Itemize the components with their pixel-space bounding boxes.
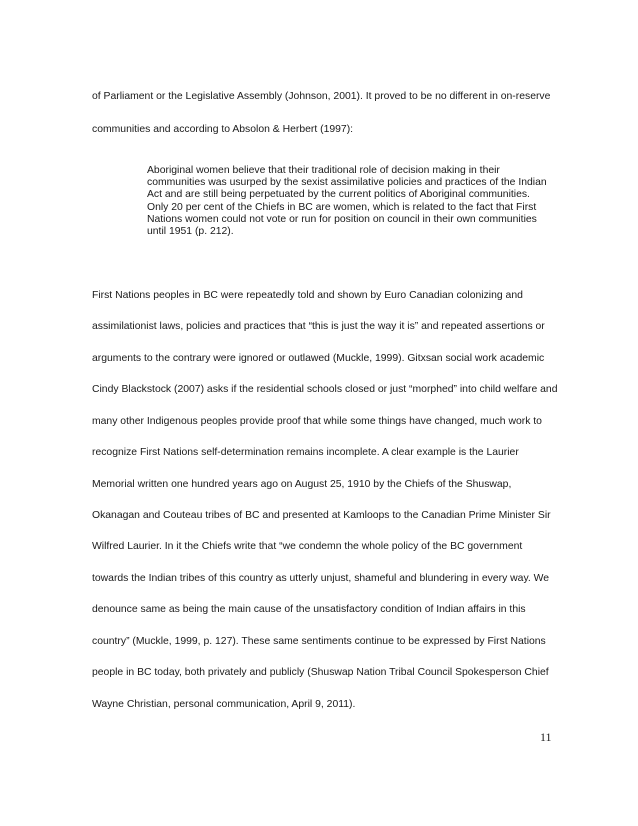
intro-line-1: of Parliament or the Legislative Assembly (Johnson, 2001). It proved to be no different in on-reserve [92, 91, 551, 102]
intro-line-2: communities and according to Absolon & Herbert (1997): [92, 124, 354, 135]
body-line-13: people in BC today, both privately and publicly (Shuswap Nation Tribal Council Spokesperson Chief [92, 667, 549, 678]
quote-line-3: Act and are still being perpetuated by the current politics of Aboriginal communities. [147, 189, 530, 201]
body-line-5: many other Indigenous peoples provide proof that while some things have changed, much work to [92, 416, 542, 427]
block-quote [147, 165, 547, 238]
body-line-14: Wayne Christian, personal communication, April 9, 2011). [92, 699, 356, 710]
body-line-11: denounce same as being the main cause of the unsatisfactory condition of Indian affairs in this [92, 604, 526, 615]
body-line-1: First Nations peoples in BC were repeatedly told and shown by Euro Canadian colonizing and [92, 290, 523, 301]
quote-line-6: until 1951 (p. 212). [147, 226, 234, 238]
quote-line-1: Aboriginal women believe that their traditional role of decision making in their [147, 165, 500, 176]
body-line-9: Wilfred Laurier. In it the Chiefs write that “we condemn the whole policy of the BC government [92, 541, 523, 552]
body-line-2: assimilationist laws, policies and practices that “this is just the way it is” and repeated assertions or [92, 321, 545, 332]
quote-line-2: communities was usurped by the sexist assimilative policies and practices of the Indian [147, 177, 547, 189]
body-line-7: Memorial written one hundred years ago on August 25, 1910 by the Chiefs of the Shuswap, [92, 479, 512, 490]
body-line-8: Okanagan and Couteau tribes of BC and presented at Kamloops to the Canadian Prime Minister Sir [92, 510, 551, 521]
quote-line-4: Only 20 per cent of the Chiefs in BC are women, which is related to the fact that First [147, 201, 537, 213]
body-line-12: country” (Muckle, 1999, p. 127). These same sentiments continue to be expressed by First Nations [92, 636, 546, 647]
body-line-6: recognize First Nations self-determination remains incomplete. A clear example is the Laurier [92, 447, 519, 458]
quote-line-5: Nations women could not vote or run for position on council in their own communities [147, 213, 537, 225]
body-line-4: Cindy Blackstock (2007) asks if the residential schools closed or just “morphed” into child welfare and [92, 384, 558, 395]
body-line-10: towards the Indian tribes of this country as utterly unjust, shameful and blundering in every way. We [92, 573, 550, 584]
page-number: 11 [540, 730, 552, 744]
body-line-3: arguments to the contrary were ignored or outlawed (Muckle, 1999). Gitxsan social work academic [92, 353, 545, 364]
